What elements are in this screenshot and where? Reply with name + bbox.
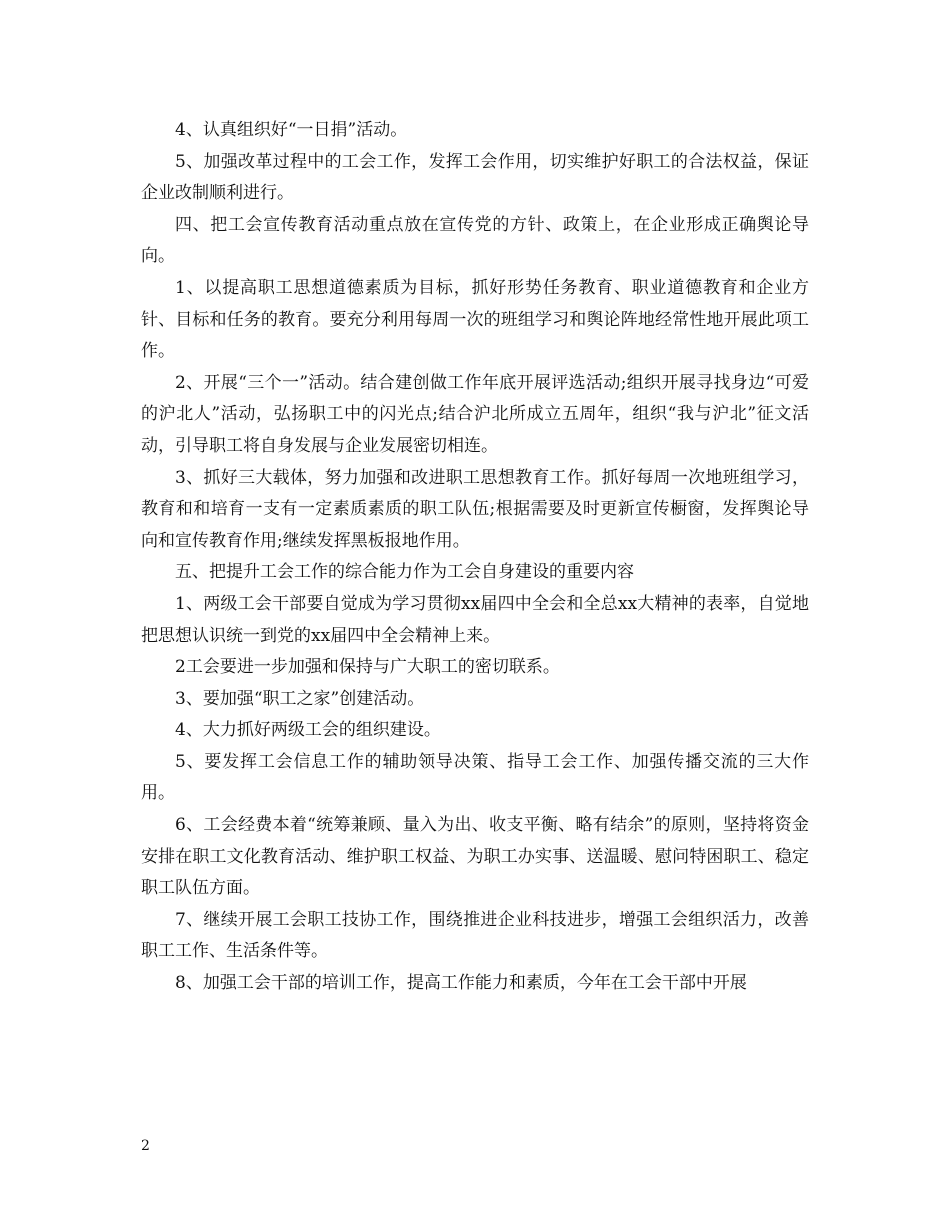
paragraph: 7、继续开展工会职工技协工作，围绕推进企业科技进步，增强工会组织活力，改善职工工作、生活条件等。 bbox=[141, 909, 809, 962]
paragraph: 5、加强改革过程中的工会工作，发挥工会作用，切实维护好职工的合法权益，保证企业改制顺利进行。 bbox=[141, 151, 809, 204]
paragraph: 4、认真组织好“一日捐”活动。 bbox=[175, 120, 408, 140]
paragraph: 1、以提高职工思想道德素质为目标，抓好形势任务教育、职业道德教育和企业方针、目标和任务的教育。要充分利用每周一次的班组学习和舆论阵地经常性地开展此项工作。 bbox=[141, 277, 809, 362]
paragraph: 8、加强工会干部的培训工作，提高工作能力和素质，今年在工会干部中开展 bbox=[175, 973, 747, 994]
document-body bbox=[141, 115, 809, 1000]
paragraph: 4、大力抓好两级工会的组织建设。 bbox=[175, 720, 441, 741]
paragraph: 1、两级工会干部要自觉成为学习贯彻xx届四中全会和全总xx大精神的表率，自觉地把思想认识统一到党的xx届四中全会精神上来。 bbox=[141, 593, 809, 646]
section-heading: 五、把提升工会工作的综合能力作为工会自身建设的重要内容 bbox=[175, 562, 634, 583]
page-number: 2 bbox=[141, 1138, 150, 1154]
paragraph: 2、开展“三个一”活动。结合建创做工作年底开展评选活动;组织开展寻找身边“可爱的沪北人”活动，弘扬职工中的闪光点;结合沪北所成立五周年，组织“我与沪北”征文活动，引导职工将自身发展与企业发展密切相连。 bbox=[141, 372, 809, 456]
paragraph: 3、抓好三大载体，努力加强和改进职工思想教育工作。抓好每周一次地班组学习，教育和和培育一支有一定素质素质的职工队伍;根据需要及时更新宣传橱窗，发挥舆论导向和宣传教育作用;继续发挥黑板报地作用。 bbox=[141, 467, 809, 551]
paragraph: 2工会要进一步加强和保持与广大职工的密切联系。 bbox=[175, 657, 560, 678]
paragraph: 6、工会经费本着“统筹兼顾、量入为出、收支平衡、略有结余”的原则，坚持将资金安排在职工文化教育活动、维护职工权益、为职工办实事、送温暖、慰问特困职工、稳定职工队伍方面。 bbox=[141, 815, 809, 899]
paragraph: 3、要加强“职工之家”创建活动。 bbox=[175, 688, 425, 709]
section-heading: 四、把工会宣传教育活动重点放在宣传党的方针、政策上，在企业形成正确舆论导向。 bbox=[141, 214, 809, 267]
paragraph: 5、要发挥工会信息工作的辅助领导决策、指导工会工作、加强传播交流的三大作用。 bbox=[141, 751, 809, 804]
